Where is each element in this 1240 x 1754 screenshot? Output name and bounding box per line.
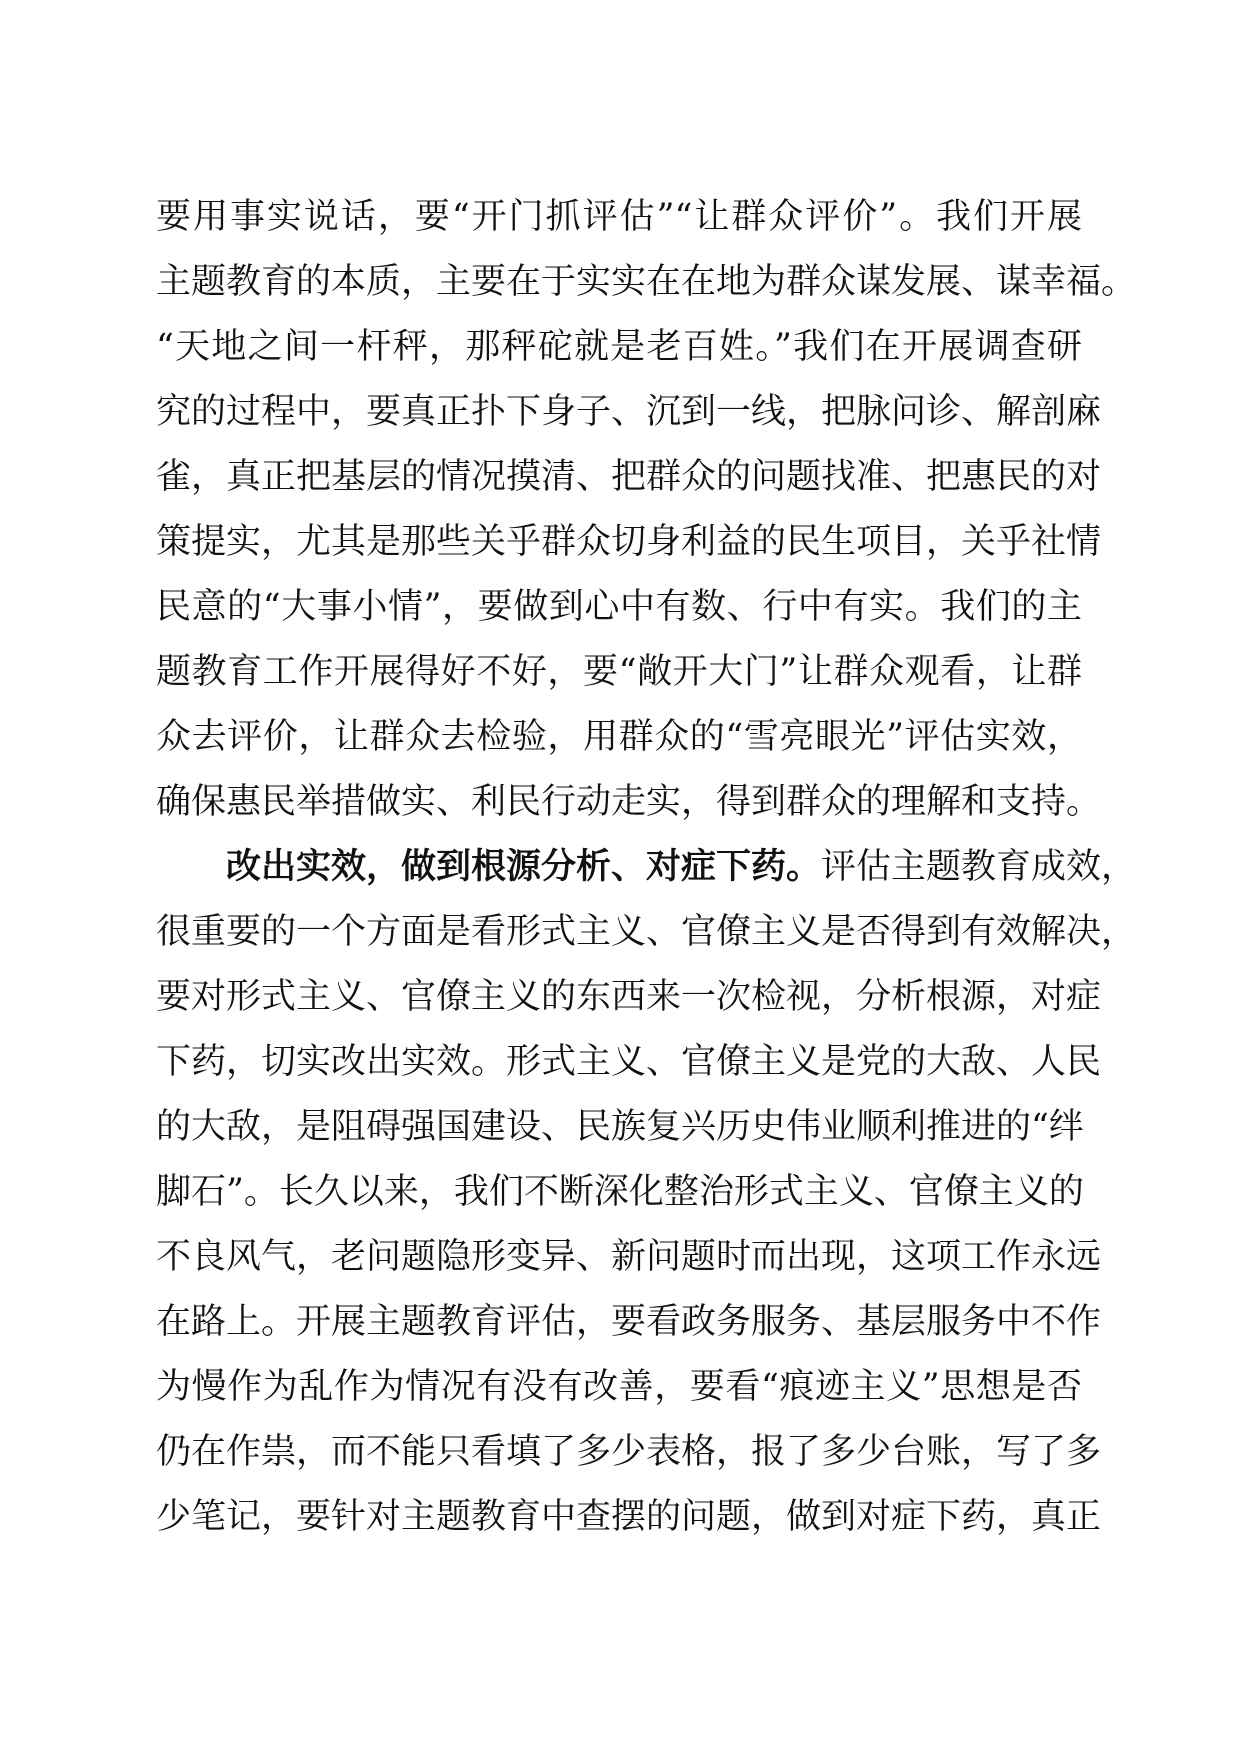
text-line: 众去评价，让群众去检验，用群众的“雪亮眼光”评估实效， — [156, 717, 1082, 757]
text-line: 脚石”。长久以来，我们不断深化整治形式主义、官僚主义的 — [156, 1172, 1084, 1212]
text-line: 策提实，尤其是那些关乎群众切身利益的民生项目，关乎社情 — [156, 522, 1102, 562]
text-line: 确保惠民举措做实、利民行动走实，得到群众的理解和支持。 — [156, 782, 1102, 822]
text-line: 要对形式主义、官僚主义的东西来一次检视，分析根源，对症 — [156, 977, 1102, 1017]
paragraph-heading: 改出实效，做到根源分析、对症下药。 — [226, 847, 822, 887]
text-line: 主题教育的本质，主要在于实实在在地为群众谋发展、谋幸福。 — [156, 262, 1137, 302]
text-line: 要用事实说话，要“开门抓评估”“让群众评价”。我们开展 — [156, 197, 1082, 237]
document-page — [156, 185, 1137, 1550]
paragraph-first-line — [156, 835, 1137, 900]
text-line: 在路上。开展主题教育评估，要看政务服务、基层服务中不作 — [156, 1302, 1102, 1342]
text-line: 少笔记，要针对主题教育中查摆的问题，做到对症下药，真正 — [156, 1497, 1102, 1537]
paragraph-2 — [156, 835, 1137, 1550]
text-span: 评估主题教育成效， — [821, 847, 1137, 887]
text-line: “天地之间一杆秤，那秤砣就是老百姓。”我们在开展调查研 — [156, 327, 1082, 367]
paragraph-1 — [156, 185, 1137, 835]
text-line: 究的过程中，要真正扑下身子、沉到一线，把脉问诊、解剖麻 — [156, 392, 1102, 432]
text-line: 仍在作祟，而不能只看填了多少表格，报了多少台账，写了多 — [156, 1432, 1102, 1472]
text-line: 为慢作为乱作为情况有没有改善，要看“痕迹主义”思想是否 — [156, 1367, 1082, 1407]
text-line: 雀，真正把基层的情况摸清、把群众的问题找准、把惠民的对 — [156, 457, 1102, 497]
text-line: 不良风气，老问题隐形变异、新问题时而出现，这项工作永远 — [156, 1237, 1102, 1277]
text-line: 下药，切实改出实效。形式主义、官僚主义是党的大敌、人民 — [156, 1042, 1102, 1082]
text-line: 题教育工作开展得好不好，要“敞开大门”让群众观看，让群 — [156, 652, 1082, 692]
text-line: 的大敌，是阻碍强国建设、民族复兴历史伟业顺利推进的“绊 — [156, 1107, 1084, 1147]
text-line: 很重要的一个方面是看形式主义、官僚主义是否得到有效解决， — [156, 912, 1137, 952]
text-line: 民意的“大事小情”，要做到心中有数、行中有实。我们的主 — [156, 587, 1082, 627]
